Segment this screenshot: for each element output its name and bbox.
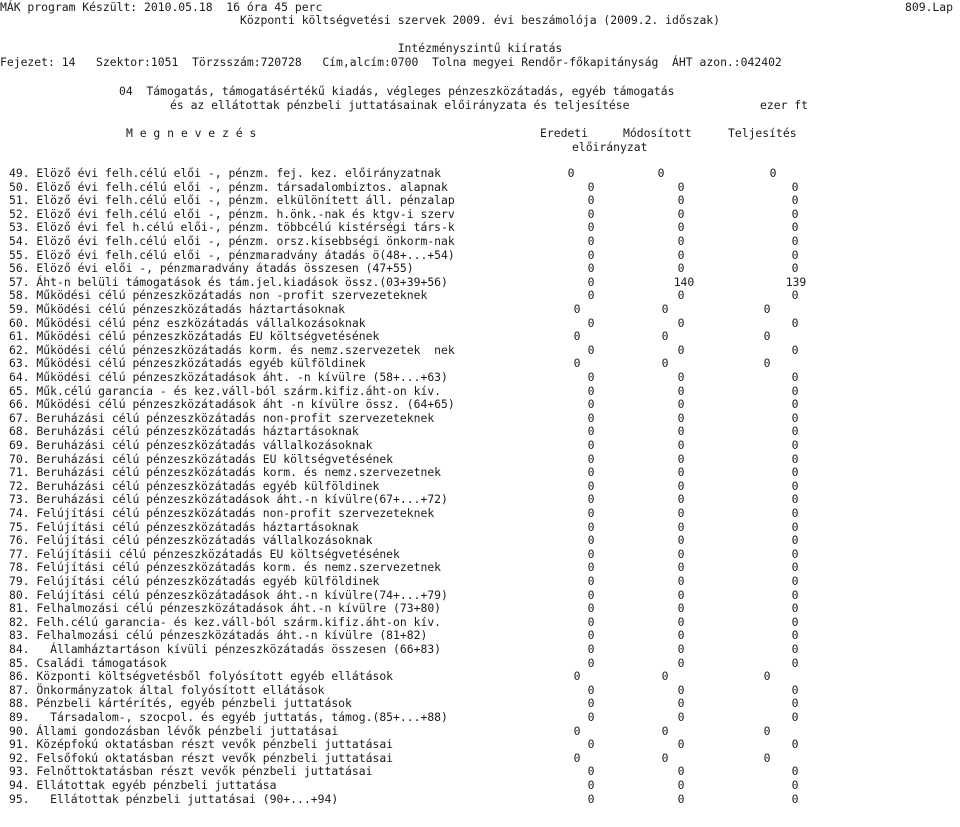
modified-value: 0: [677, 247, 685, 262]
modified-value: 0: [661, 669, 669, 684]
table-row: [0, 438, 960, 452]
row-label: 90. Állami gondozásban lévők pénzbeli juttatásai: [9, 723, 339, 738]
performance-value: 0: [791, 560, 799, 575]
performance-value: 0: [763, 302, 771, 316]
row-label: 78. Felújítási célú pénzeszközátadás korm. és nemz.szervezetnek: [9, 560, 442, 575]
original-value: 0: [587, 682, 595, 697]
modified-value: 0: [677, 642, 685, 656]
original-value: 0: [587, 655, 595, 670]
modified-value: 140: [673, 274, 695, 289]
original-value: 0: [587, 778, 595, 792]
modified-value: 0: [677, 424, 685, 439]
modified-value: 0: [677, 791, 685, 806]
modified-value: 0: [677, 587, 685, 602]
table-row: [0, 560, 960, 574]
performance-value: 0: [791, 397, 799, 412]
table-row: [0, 220, 960, 234]
table-row: [0, 547, 960, 561]
modified-value: 0: [677, 574, 685, 588]
table-row: [0, 479, 960, 493]
modified-value: 0: [677, 682, 685, 697]
original-value: 0: [587, 424, 595, 439]
modified-value: 0: [677, 696, 685, 711]
table-row: [0, 520, 960, 534]
modified-value: 0: [677, 465, 685, 480]
row-label: 86. Központi költségvetésből folyósított egyéb ellátások: [9, 669, 394, 684]
original-value: 0: [587, 574, 595, 588]
column-header-appropriation: előirányzat: [572, 140, 648, 154]
original-value: 0: [573, 669, 581, 684]
original-value: 0: [587, 628, 595, 643]
table-row: [0, 316, 960, 330]
performance-value: 0: [791, 519, 799, 534]
row-label: 64. Működési célú pénzeszközátadások áht. -n kívülre (58+...+63): [9, 370, 448, 384]
modified-value: 0: [677, 492, 685, 507]
modified-value: 0: [677, 778, 685, 792]
performance-value: 0: [791, 642, 799, 656]
original-value: 0: [587, 506, 595, 520]
table-row: [0, 384, 960, 398]
row-label: 95. Ellátottak pénzbeli juttatásai (90+...+94): [9, 791, 339, 806]
modified-value: 0: [677, 478, 685, 493]
performance-value: 0: [791, 220, 799, 235]
original-value: 0: [587, 370, 595, 384]
row-label: 69. Beruházási célú pénzeszközátadás vállalkozásoknak: [9, 438, 373, 452]
performance-value: 0: [791, 655, 799, 670]
performance-value: 0: [791, 383, 799, 398]
modified-value: 0: [677, 397, 685, 412]
modified-value: 0: [677, 764, 685, 779]
performance-value: 0: [791, 546, 799, 561]
table-row: [0, 329, 960, 343]
performance-value: 0: [791, 574, 799, 588]
original-value: 0: [587, 791, 595, 806]
original-value: 0: [587, 546, 595, 561]
table-row: [0, 302, 960, 316]
table-row: [0, 465, 960, 479]
table-row: [0, 248, 960, 262]
performance-value: 0: [791, 764, 799, 779]
original-value: 0: [587, 234, 595, 248]
column-header-performance: Teljesítés: [728, 126, 797, 140]
performance-value: 0: [763, 669, 771, 684]
row-label: 73. Beruházási célú pénzeszközátadások áht.-n kívülre(67+...+72): [9, 492, 448, 507]
row-label: 91. Középfokú oktatásban részt vevők pénzbeli juttatásai: [9, 737, 394, 752]
original-value: 0: [587, 478, 595, 493]
original-value: 0: [587, 519, 595, 534]
performance-value: 0: [791, 465, 799, 480]
table-row: [0, 656, 960, 670]
original-value: 0: [587, 696, 595, 711]
performance-value: 139: [785, 274, 807, 289]
row-label: 79. Felújítási célú pénzeszközátadás egyéb külföldinek: [9, 574, 380, 588]
table-row: [0, 792, 960, 806]
row-label: 92. Felsőfokú oktatásban részt vevők pénzbeli juttatásai: [9, 750, 394, 765]
modified-value: 0: [661, 750, 669, 765]
modified-value: 0: [677, 261, 685, 276]
row-label: 83. Felhalmozási célú pénzeszközátadás áht.-n kívülre (81+82): [9, 628, 428, 643]
table-row: [0, 683, 960, 697]
row-label: 84. Államháztartáson kívüli pénzeszközátadás összesen (66+83): [9, 642, 442, 656]
performance-value: 0: [791, 791, 799, 806]
row-label: 62. Működési célú pénzeszközátadás korm. és nemz.szervezetek nek: [9, 342, 455, 357]
column-header-modified: Módosított: [623, 126, 692, 140]
original-value: 0: [587, 438, 595, 452]
table-row: [0, 696, 960, 710]
modified-value: 0: [677, 220, 685, 235]
performance-value: 0: [791, 179, 799, 194]
performance-value: 0: [791, 451, 799, 466]
performance-value: 0: [769, 166, 777, 180]
row-label: 67. Beruházási célú pénzeszközátadás non-profit szervezeteknek: [9, 410, 435, 425]
performance-value: 0: [791, 601, 799, 616]
table-row: [0, 710, 960, 724]
modified-value: 0: [677, 193, 685, 208]
original-value: 0: [587, 206, 595, 221]
performance-value: 0: [763, 723, 771, 738]
original-value: 0: [587, 342, 595, 357]
modified-value: 0: [677, 206, 685, 221]
original-value: 0: [587, 451, 595, 466]
modified-value: 0: [677, 342, 685, 357]
performance-value: 0: [791, 261, 799, 276]
table-row: [0, 193, 960, 207]
original-value: 0: [573, 302, 581, 316]
modified-value: 0: [661, 723, 669, 738]
modified-value: 0: [677, 737, 685, 752]
original-value: 0: [573, 750, 581, 765]
performance-value: 0: [791, 370, 799, 384]
table-row: [0, 411, 960, 425]
table-row: [0, 207, 960, 221]
row-label: 63. Működési célú pénzeszközátadás egyéb külföldinek: [9, 356, 366, 371]
row-label: 87. Önkormányzatok által folyósított ellátások: [9, 682, 325, 697]
table-row: [0, 452, 960, 466]
row-label: 53. Elöző évi fel h.célú elői-, pénzm. többcélú kistérségi társ-k: [9, 220, 455, 235]
performance-value: 0: [791, 737, 799, 752]
row-label: 71. Beruházási célú pénzeszközátadás korm. és nemz.szervezetnek: [9, 465, 442, 480]
table-row: [0, 751, 960, 765]
modified-value: 0: [677, 410, 685, 425]
table-row: [0, 288, 960, 302]
modified-value: 0: [657, 166, 665, 180]
original-value: 0: [587, 601, 595, 616]
table-row: [0, 261, 960, 275]
performance-value: 0: [791, 288, 799, 303]
performance-value: 0: [791, 710, 799, 724]
column-header-name: M e g n e v e z é s: [126, 126, 257, 140]
original-value: 0: [587, 587, 595, 602]
row-label: 80. Felújítási célú pénzeszközátadások áht.-n kívülre(74+...+79): [9, 587, 448, 602]
row-label: 49. Elöző évi felh.célú elői -, pénzm. fej. kez. előirányzatnak: [9, 166, 442, 180]
modified-value: 0: [677, 506, 685, 520]
program-line: MÁK program Készült: 2010.05.18 16 óra 45 perc: [0, 0, 323, 14]
row-label: 72. Beruházási célú pénzeszközátadás egyéb külföldinek: [9, 478, 380, 493]
performance-value: 0: [791, 533, 799, 548]
performance-value: 0: [791, 628, 799, 643]
table-row: [0, 574, 960, 588]
table-row: [0, 737, 960, 751]
table-row: [0, 506, 960, 520]
performance-value: 0: [791, 315, 799, 330]
performance-value: 0: [791, 614, 799, 629]
row-label: 74. Felújítási célú pénzeszközátadás non-profit szervezeteknek: [9, 506, 435, 520]
original-value: 0: [587, 220, 595, 235]
table-row: [0, 601, 960, 615]
original-value: 0: [587, 533, 595, 548]
original-value: 0: [587, 397, 595, 412]
modified-value: 0: [677, 370, 685, 384]
table-row: [0, 166, 960, 180]
page-reference: 809.Lap: [905, 0, 954, 14]
performance-value: 0: [791, 342, 799, 357]
performance-value: 0: [791, 506, 799, 520]
row-label: 65. Műk.célú garancia - és kez.váll-ból szárm.kifiz.áht-on kív.: [9, 383, 442, 398]
modified-value: 0: [677, 438, 685, 452]
row-label: 85. Családi támogatások: [9, 655, 167, 670]
row-label: 52. Elöző évi felh.célú elői -, pénzm. h.önk.-nak és ktgv-i szerv: [9, 206, 455, 221]
table-row: [0, 642, 960, 656]
row-label: 81. Felhalmozási célú pénzeszközátadások áht.-n kívülre (73+80): [9, 601, 442, 616]
row-label: 61. Működési célú pénzeszközátadás EU költségvetésének: [9, 329, 380, 344]
table-row: [0, 397, 960, 411]
table-row: [0, 370, 960, 384]
modified-value: 0: [677, 519, 685, 534]
table-row: [0, 533, 960, 547]
modified-value: 0: [677, 614, 685, 629]
performance-value: 0: [791, 478, 799, 493]
performance-value: 0: [791, 424, 799, 439]
original-value: 0: [587, 560, 595, 575]
performance-value: 0: [791, 193, 799, 208]
original-value: 0: [587, 492, 595, 507]
row-label: 89. Társadalom-, szocpol. és egyéb juttatás, támog.(85+...+88): [9, 710, 448, 724]
row-label: 93. Felnőttoktatásban részt vevők pénzbeli juttatásai: [9, 764, 373, 779]
original-value: 0: [587, 193, 595, 208]
original-value: 0: [587, 737, 595, 752]
modified-value: 0: [677, 710, 685, 724]
modified-value: 0: [677, 655, 685, 670]
row-label: 57. Áht-n belüli támogatások és tám.jel.kiadások össz.(03+39+56): [9, 274, 448, 289]
table-row: [0, 275, 960, 289]
performance-value: 0: [763, 356, 771, 371]
performance-value: 0: [791, 234, 799, 248]
table-row: [0, 492, 960, 506]
original-value: 0: [587, 710, 595, 724]
row-label: 82. Felh.célú garancia- és kez.váll-ból szárm.kifiz.áht-on kív.: [9, 614, 442, 629]
original-value: 0: [573, 329, 581, 344]
performance-value: 0: [791, 587, 799, 602]
performance-value: 0: [791, 410, 799, 425]
modified-value: 0: [677, 383, 685, 398]
table-row: [0, 615, 960, 629]
modified-value: 0: [677, 546, 685, 561]
modified-value: 0: [677, 288, 685, 303]
original-value: 0: [587, 261, 595, 276]
original-value: 0: [587, 614, 595, 629]
performance-value: 0: [791, 247, 799, 262]
original-value: 0: [573, 723, 581, 738]
row-label: 56. Elöző évi elői -, pénzmaradvány átadás összesen (47+55): [9, 261, 414, 276]
performance-value: 0: [791, 492, 799, 507]
row-label: 70. Beruházási célú pénzeszközátadás EU költségvetésének: [9, 451, 394, 466]
row-label: 76. Felújítási célú pénzeszközátadás vállalkozásoknak: [9, 533, 373, 548]
original-value: 0: [587, 383, 595, 398]
original-value: 0: [587, 315, 595, 330]
table-row: [0, 778, 960, 792]
original-value: 0: [587, 465, 595, 480]
original-value: 0: [587, 247, 595, 262]
table-row: [0, 764, 960, 778]
original-value: 0: [587, 410, 595, 425]
modified-value: 0: [661, 329, 669, 344]
row-label: 94. Ellátottak egyéb pénzbeli juttatása: [9, 778, 277, 792]
modified-value: 0: [677, 560, 685, 575]
original-value: 0: [587, 179, 595, 194]
row-label: 75. Felújítási célú pénzeszközátadás háztartásoknak: [9, 519, 359, 534]
performance-value: 0: [791, 206, 799, 221]
institution-meta-line: Fejezet: 14 Szektor:1051 Törzsszám:720728 Cím,alcím:0700 Tolna megyei Rendőr-főkapitányság ÁHT azon.:042402: [0, 55, 782, 69]
modified-value: 0: [661, 356, 669, 371]
table-row: [0, 588, 960, 602]
performance-value: 0: [791, 696, 799, 711]
table-row: [0, 343, 960, 357]
performance-value: 0: [763, 329, 771, 344]
original-value: 0: [587, 274, 595, 289]
row-label: 50. Elöző évi felh.célú elői -, pénzm. társadalombiztos. alapnak: [9, 179, 448, 194]
row-label: 60. Működési célú pénz eszközátadás vállalkozásoknak: [9, 315, 366, 330]
original-value: 0: [567, 166, 575, 180]
table-row: [0, 356, 960, 370]
modified-value: 0: [677, 601, 685, 616]
original-value: 0: [587, 764, 595, 779]
table-row: [0, 724, 960, 738]
performance-value: 0: [763, 750, 771, 765]
section-title-line2: és az ellátottak pénzbeli juttatásainak előirányzata és teljesítése: [170, 98, 630, 112]
row-label: 51. Elöző évi felh.célú elői -, pénzm. elkülönített áll. pénzalap: [9, 193, 455, 208]
row-label: 59. Működési célú pénzeszközátadás háztartásoknak: [9, 302, 346, 316]
performance-value: 0: [791, 682, 799, 697]
row-label: 68. Beruházási célú pénzeszközátadás háztartásoknak: [9, 424, 359, 439]
modified-value: 0: [661, 302, 669, 316]
report-subtitle: Intézményszintű kiíratás: [397, 41, 563, 55]
section-title-line1: 04 Támogatás, támogatásértékű kiadás, végleges pénzeszközátadás, egyéb támogatás: [119, 84, 675, 98]
unit-label: ezer ft: [760, 98, 809, 112]
original-value: 0: [587, 288, 595, 303]
original-value: 0: [573, 356, 581, 371]
table-row: [0, 669, 960, 683]
modified-value: 0: [677, 315, 685, 330]
table-row: [0, 628, 960, 642]
modified-value: 0: [677, 628, 685, 643]
row-label: 66. Működési célú pénzeszközátadások áht -n kívülre össz. (64+65): [9, 397, 455, 412]
performance-value: 0: [791, 778, 799, 792]
modified-value: 0: [677, 234, 685, 248]
table-row: [0, 424, 960, 438]
row-label: 88. Pénzbeli kártérítés, egyéb pénzbeli juttatások: [9, 696, 352, 711]
original-value: 0: [587, 642, 595, 656]
row-label: 77. Felújításii célú pénzeszközátadás EU költségvetésének: [9, 546, 400, 561]
modified-value: 0: [677, 533, 685, 548]
row-label: 55. Elöző évi felh.célú elői -, pénzmaradvány átadás ö(48+...+54): [9, 247, 455, 262]
row-label: 58. Működési célú pénzeszközátadás non -profit szervezeteknek: [9, 288, 428, 303]
modified-value: 0: [677, 179, 685, 194]
table-row: [0, 234, 960, 248]
column-header-original: Eredeti: [540, 126, 589, 140]
report-title: Központi költségvetési szervek 2009. évi beszámolója (2009.2. időszak): [239, 13, 721, 27]
performance-value: 0: [791, 438, 799, 452]
table-row: [0, 180, 960, 194]
row-label: 54. Elöző évi felh.célú elői -, pénzm. orsz.kisebbségi önkorm-nak: [9, 234, 455, 248]
modified-value: 0: [677, 451, 685, 466]
